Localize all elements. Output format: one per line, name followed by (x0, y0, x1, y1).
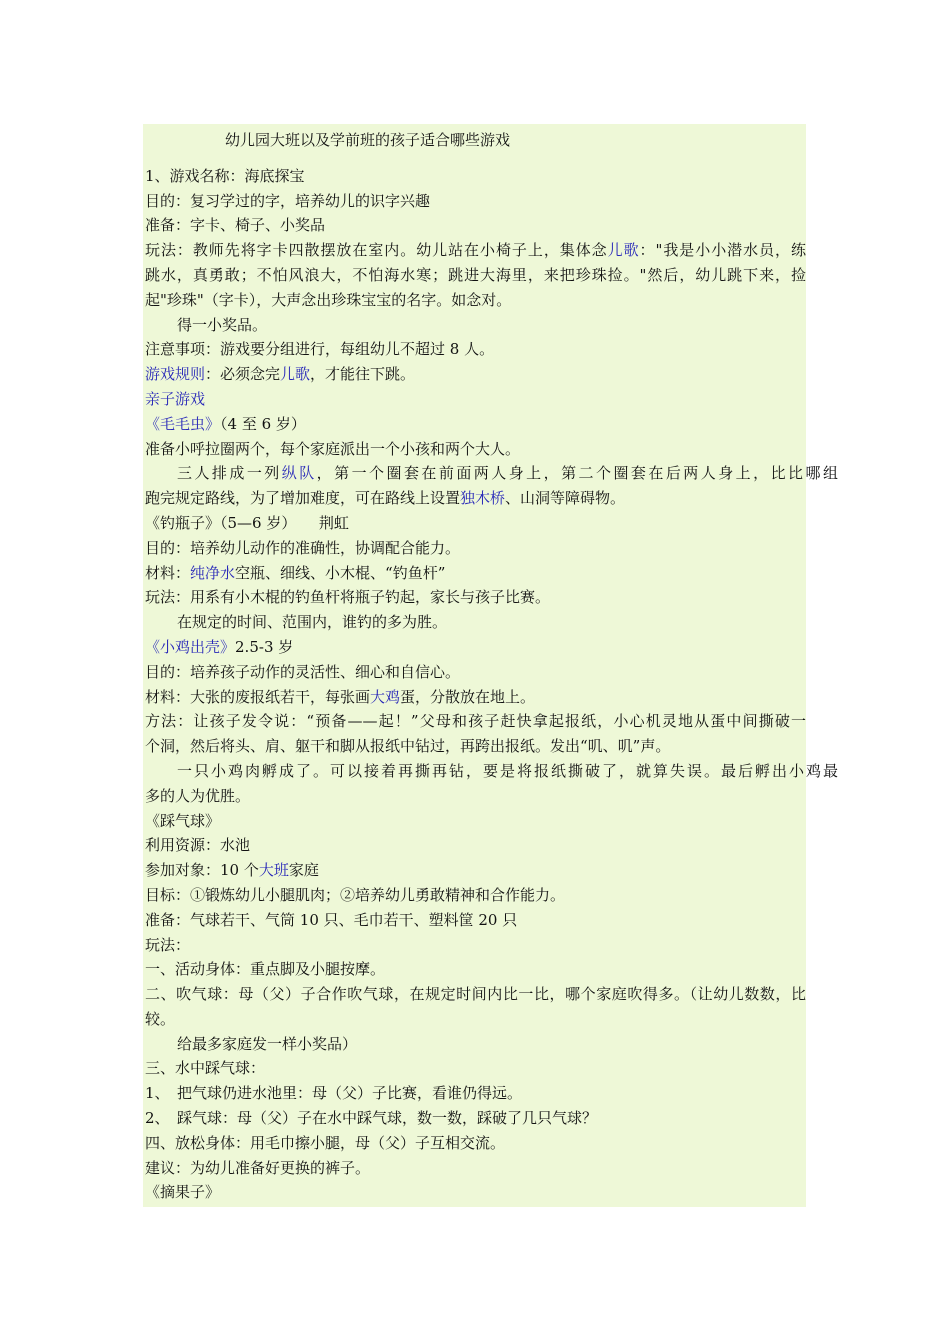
text-line: 较。 (145, 1009, 176, 1028)
text-line: 一只小鸡肉孵成了。可以接着再撕再钻，要是将报纸撕破了，就算失误。最后孵出小鸡最 (177, 761, 838, 780)
text-segment: ，第一个圈套在前面两人身上，第二个圈套在后两人身上，比比哪组 (316, 464, 838, 483)
text-link[interactable]: 纵队 (281, 464, 317, 483)
text-segment: ：必须念完 (205, 365, 281, 384)
text-line (145, 387, 806, 412)
text-segment: 材料：大张的废报纸若干，每张画 (145, 687, 371, 706)
text-link[interactable]: 独木桥 (460, 489, 506, 508)
text-line: 1、 把气球仍进水池里：母（父）子比赛，看谁仍得远。 (145, 1084, 523, 1103)
text-line (145, 561, 806, 586)
text-line (145, 461, 838, 486)
text-line: 注意事项：游戏要分组进行，每组幼儿不超过 8 人。 (145, 340, 495, 359)
text-link[interactable]: 游戏规则 (145, 365, 206, 384)
text-link[interactable]: 儿歌 (280, 365, 311, 384)
text-line: 在规定的时间、范围内，谁钓的多为胜。 (177, 613, 448, 632)
text-line: 玩法：用系有小木棍的钓鱼杆将瓶子钓起，家长与孩子比赛。 (145, 588, 551, 607)
text-segment: 玩法：教师先将字卡四散摆放在室内。幼儿站在小椅子上，集体念 (145, 241, 608, 260)
text-segment: 跑完规定路线，为了增加难度，可在路线上设置 (145, 489, 461, 508)
text-line: 利用资源：水池 (145, 836, 251, 855)
text-line: 多的人为优胜。 (145, 786, 251, 805)
text-segment: ，才能往下跳。 (310, 365, 416, 384)
text-line: 一、活动身体：重点脚及小腿按摩。 (145, 960, 386, 979)
text-line: 目的：培养孩子动作的灵活性、细心和自信心。 (145, 662, 461, 681)
text-line: 三、水中踩气球： (145, 1059, 266, 1078)
text-line: 建议：为幼儿准备好更换的裤子。 (145, 1158, 371, 1177)
text-segment: ："我是小小潜水员，练 (639, 241, 806, 260)
text-segment: 材料： (145, 563, 191, 582)
document-title: 幼儿园大班以及学前班的孩子适合哪些游戏 (225, 131, 511, 149)
text-line: 准备小呼拉圈两个，每个家庭派出一个小孩和两个大人。 (145, 439, 521, 458)
text-line: 《踩气球》 (145, 811, 221, 830)
text-line (145, 412, 806, 437)
text-line: 准备：字卡、椅子、小奖品 (145, 216, 326, 235)
text-line: 起"珍珠"（字卡），大声念出珍珠宝宝的名字。如念对。 (145, 290, 512, 309)
text-line: 《钓瓶子》（5—6 岁） 荆虹 (145, 513, 349, 532)
text-line (145, 635, 806, 660)
text-link[interactable]: 亲子游戏 (145, 389, 206, 408)
text-segment: 三人排成一列 (177, 464, 282, 483)
text-link[interactable]: 大班 (258, 861, 289, 880)
text-link[interactable]: 纯净水 (190, 563, 236, 582)
text-line: 得一小奖品。 (177, 315, 268, 334)
text-segment: 蛋，分散放在地上。 (400, 687, 536, 706)
text-line: 目的：复习学过的字，培养幼儿的识字兴趣 (145, 191, 431, 210)
text-line (145, 685, 806, 710)
text-line: 1、游戏名称：海底探宝 (145, 166, 305, 185)
text-line: 玩法： (145, 935, 191, 954)
text-link[interactable]: 《毛毛虫》 (145, 414, 221, 433)
text-line: 个洞，然后将头、肩、躯干和脚从报纸中钻过，再跨出报纸。发出“叽、叽”声。 (145, 737, 671, 756)
text-segment: 空瓶、细线、小木棍、“钓鱼杆” (235, 563, 446, 582)
text-line: 跳水，真勇敢；不怕风浪大，不怕海水寒；跳进大海里，来把珍珠捡。"然后，幼儿跳下来，捡 (145, 265, 806, 284)
text-line (145, 858, 806, 883)
text-link[interactable]: 大鸡 (370, 687, 401, 706)
text-segment: 家庭 (288, 861, 319, 880)
text-line: 四、放松身体：用毛巾擦小腿，母（父）子互相交流。 (145, 1133, 506, 1152)
text-line: 目的：培养幼儿动作的准确性，协调配合能力。 (145, 538, 461, 557)
text-segment: 2.5-3 岁 (235, 637, 294, 656)
text-line (145, 486, 806, 511)
text-line: 《摘果子》 (145, 1183, 221, 1202)
text-segment: 、山洞等障碍物。 (505, 489, 626, 508)
text-line: 目标：①锻炼幼儿小腿肌肉；②培养幼儿勇敢精神和合作能力。 (145, 885, 566, 904)
text-line: 准备：气球若干、气筒 10 只、毛巾若干、塑料筐 20 只 (145, 910, 518, 929)
text-line: 2、 踩气球：母（父）子在水中踩气球，数一数，踩破了几只气球？ (145, 1109, 598, 1128)
document-content (143, 124, 838, 1207)
text-line: 二、吹气球：母（父）子合作吹气球，在规定时间内比一比，哪个家庭吹得多。（让幼儿数数，比 (145, 985, 806, 1004)
text-link[interactable]: 《小鸡出壳》 (145, 637, 236, 656)
text-link[interactable]: 儿歌 (607, 241, 640, 260)
text-segment: （4 至 6 岁） (220, 414, 306, 433)
text-line (145, 238, 806, 263)
text-line: 给最多家庭发一样小奖品） (177, 1034, 358, 1053)
text-line: 方法：让孩子发令说：“预备——起！”父母和孩子赶快拿起报纸，小心机灵地从蛋中间撕破一 (145, 712, 806, 731)
text-line (145, 362, 806, 387)
text-segment: 参加对象：10 个 (145, 861, 259, 880)
document-body (145, 164, 838, 1205)
